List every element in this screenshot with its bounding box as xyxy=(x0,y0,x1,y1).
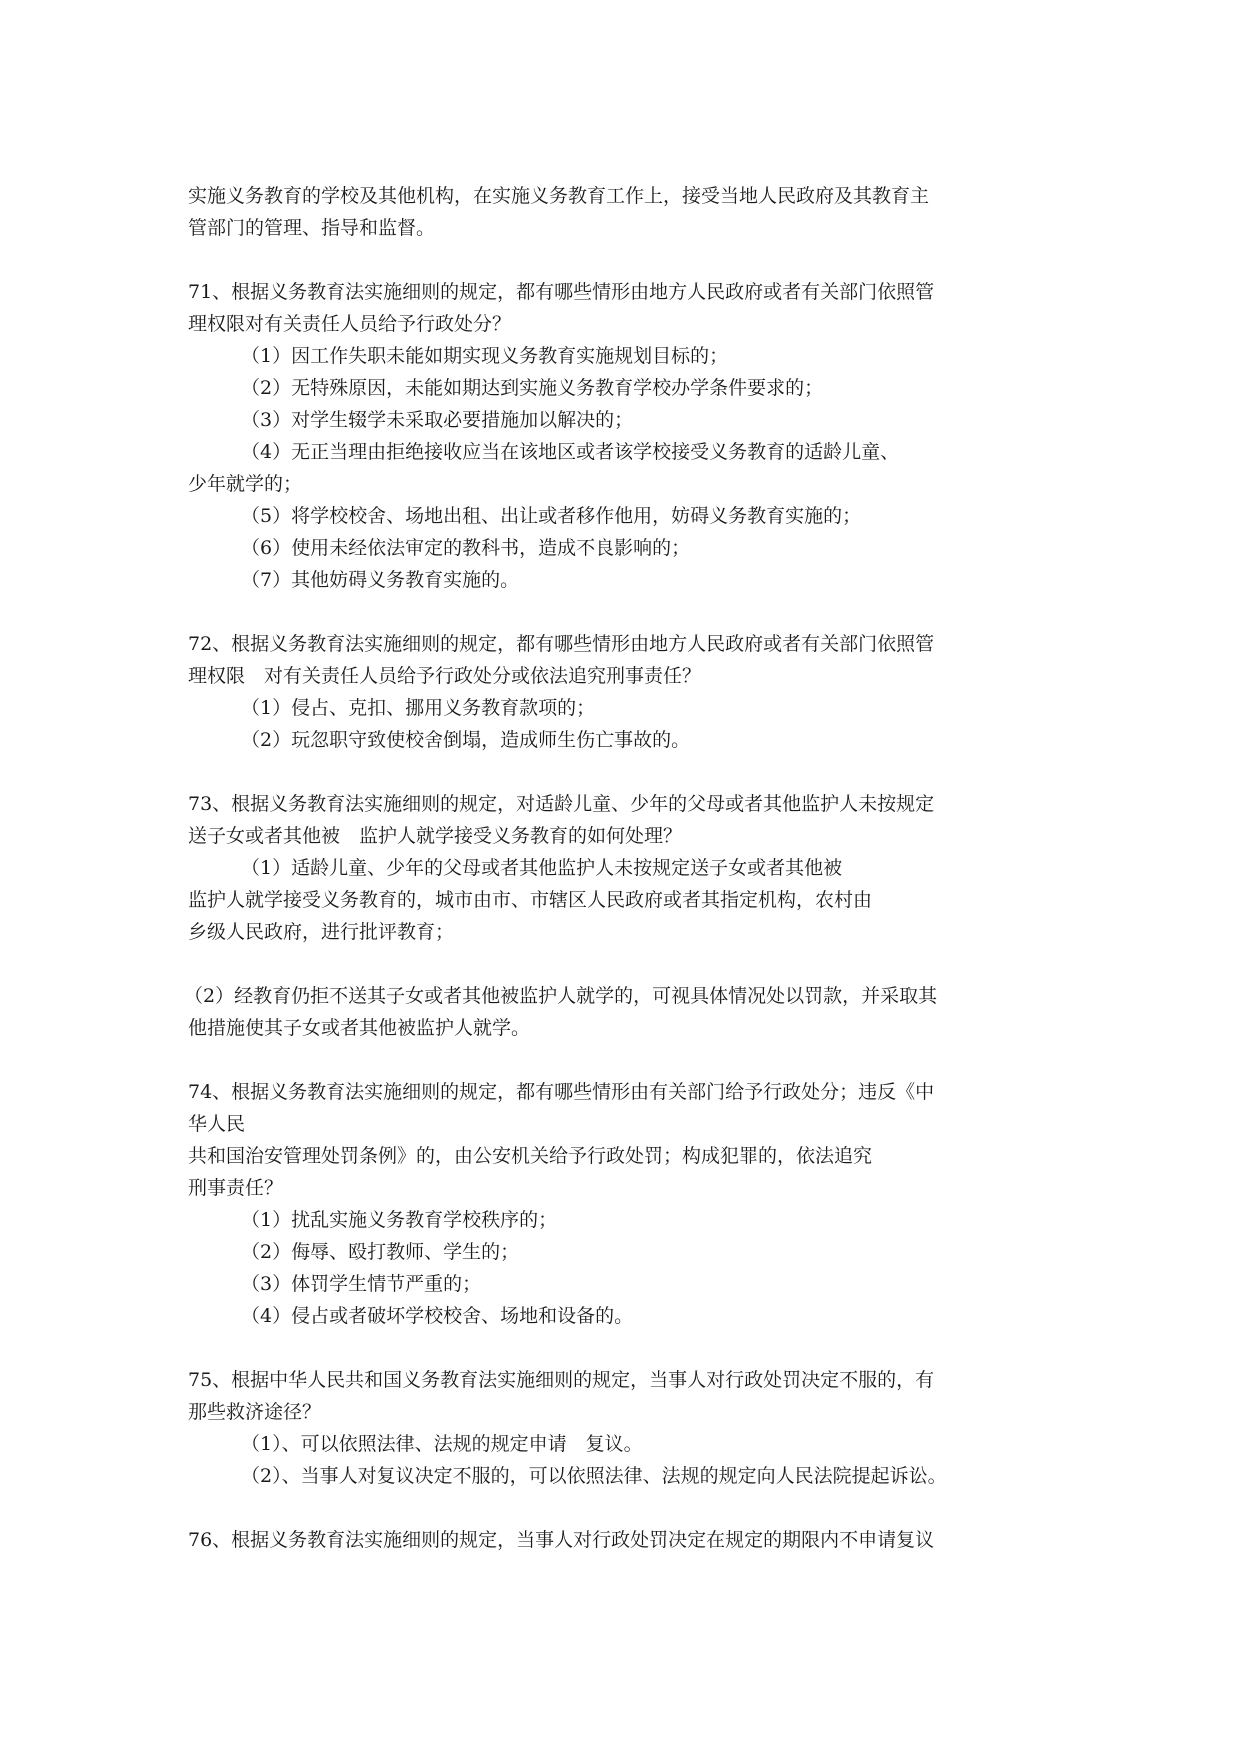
question-76 xyxy=(188,1524,1058,1556)
question-line: 共和国治安管理处罚条例》的，由公安机关给予行政处罚；构成犯罪的，依法追究 xyxy=(188,1145,873,1167)
answer-item: （1）适龄儿童、少年的父母或者其他监护人未按规定送子女或者其他被 xyxy=(241,857,843,879)
question-line: 那些救济途径？ xyxy=(188,1401,322,1423)
intro-paragraph xyxy=(188,180,1058,244)
question-line: 73、根据义务教育法实施细则的规定，对适龄儿童、少年的父母或者其他监护人未按规定 xyxy=(188,793,935,815)
paragraph-gap xyxy=(188,596,1058,628)
answer-item: （2）玩忽职守致使校舍倒塌，造成师生伤亡事故的。 xyxy=(241,729,691,751)
answer-item-continuation: 监护人就学接受义务教育的，城市由市、市辖区人民政府或者其指定机构，农村由 xyxy=(188,889,873,911)
question-73 xyxy=(184,788,1058,1044)
answer-item: （2）无特殊原因，未能如期达到实施义务教育学校办学条件要求的； xyxy=(241,377,824,399)
question-line: 72、根据义务教育法实施细则的规定，都有哪些情形由地方人民政府或者有关部门依照管 xyxy=(188,633,935,655)
paragraph-gap xyxy=(188,948,1058,980)
answer-item: （2）侮辱、殴打教师、学生的； xyxy=(241,1241,520,1263)
text-line: 实施义务教育的学校及其他机构，在实施义务教育工作上，接受当地人民政府及其教育主 xyxy=(188,185,930,207)
document-page xyxy=(184,180,1058,1556)
answer-item: （6）使用未经依法审定的教科书，造成不良影响的； xyxy=(241,537,691,559)
answer-item: （5）将学校校舍、场地出租、出让或者移作他用，妨碍义务教育实施的； xyxy=(241,505,862,527)
paragraph-gap xyxy=(188,1492,1058,1524)
question-71 xyxy=(188,276,1058,596)
question-line: 理权限 对有关责任人员给予行政处分或依法追究刑事责任？ xyxy=(188,665,702,687)
question-line: 76、根据义务教育法实施细则的规定，当事人对行政处罚决定在规定的期限内不申请复议 xyxy=(188,1529,935,1551)
paragraph-gap xyxy=(188,756,1058,788)
answer-item: （4）无正当理由拒绝接收应当在该地区或者该学校接受义务教育的适龄儿童、 xyxy=(241,441,900,463)
answer-item-continuation: 少年就学的； xyxy=(188,473,303,495)
text-line: 管部门的管理、指导和监督。 xyxy=(188,217,436,239)
answer-item: （7）其他妨碍义务教育实施的。 xyxy=(241,569,520,591)
paragraph-gap xyxy=(188,1044,1058,1076)
answer-item: （2）、当事人对复议决定不服的，可以依照法律、法规的规定向人民法院提起诉讼。 xyxy=(241,1465,947,1487)
question-line: 理权限对有关责任人员给予行政处分？ xyxy=(188,313,512,335)
answer-item: （4）侵占或者破坏学校校舍、场地和设备的。 xyxy=(241,1305,634,1327)
answer-item: （3）体罚学生情节严重的； xyxy=(241,1273,482,1295)
question-line: 送子女或者其他被 监护人就学接受义务教育的如何处理？ xyxy=(188,825,683,847)
question-line: 华人民 xyxy=(188,1113,246,1135)
paragraph-gap xyxy=(188,1332,1058,1364)
question-72 xyxy=(188,628,1058,756)
question-line: 75、根据中华人民共和国义务教育法实施细则的规定，当事人对行政处罚决定不服的，有 xyxy=(188,1369,935,1391)
answer-item: （2）经教育仍拒不送其子女或者其他被监护人就学的，可视具体情况处以罚款，并采取其 xyxy=(184,985,938,1007)
question-line: 刑事责任？ xyxy=(188,1177,284,1199)
answer-item: （1）侵占、克扣、挪用义务教育款项的； xyxy=(241,697,596,719)
answer-item: （3）对学生辍学未采取必要措施加以解决的； xyxy=(241,409,634,431)
answer-item: （1）、可以依照法律、法规的规定申请 复议。 xyxy=(241,1433,643,1455)
question-74 xyxy=(188,1076,1058,1332)
answer-item-continuation: 乡级人民政府，进行批评教育； xyxy=(188,921,455,943)
question-75 xyxy=(188,1364,1058,1492)
answer-item-continuation: 他措施使其子女或者其他被监护人就学。 xyxy=(188,1017,531,1039)
question-line: 74、根据义务教育法实施细则的规定，都有哪些情形由有关部门给予行政处分；违反《中 xyxy=(188,1081,935,1103)
answer-item: （1）扰乱实施义务教育学校秩序的； xyxy=(241,1209,558,1231)
question-line: 71、根据义务教育法实施细则的规定，都有哪些情形由地方人民政府或者有关部门依照管 xyxy=(188,281,935,303)
answer-item: （1）因工作失职未能如期实现义务教育实施规划目标的； xyxy=(241,345,729,367)
paragraph-gap xyxy=(188,244,1058,276)
